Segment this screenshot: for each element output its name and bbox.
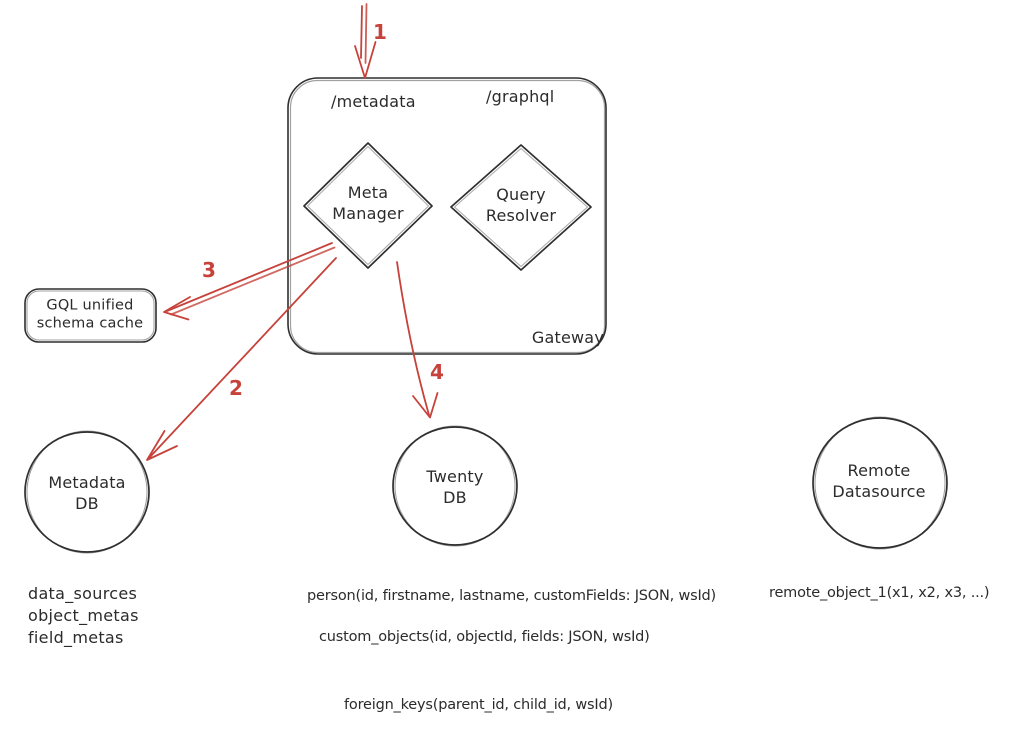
gateway-title: Gateway [531,328,604,347]
remote-datasource-label [832,460,925,502]
flow-arrow-3-line-sketch [171,248,335,315]
metadata-table-item: data_sources [28,584,138,603]
flow-arrow-4-head [413,393,438,418]
custom-objects-schema-text: custom_objects(id, objectId, fields: JSON, wsId) [319,629,650,645]
twenty-db-label-line1: Twenty [426,467,484,486]
metadata-table-item: field_metas [28,628,124,647]
metadata-tables-list [28,583,139,649]
remote-datasource-label-line1: Remote [847,461,911,480]
flow-arrow-2-line [149,258,336,458]
remote-datasource-label-line2: Datasource [832,482,926,501]
query-resolver-label-line1: Query [496,185,546,204]
query-resolver-label [486,184,556,226]
flow-arrow-1-line [361,6,362,58]
remote-object-schema-text: remote_object_1(x1, x2, x3, ...) [769,585,990,601]
foreign-keys-schema-text: foreign_keys(parent_id, child_id, wsId) [344,697,613,713]
person-schema-text: person(id, firstname, lastname, customFields: JSON, wsId) [307,588,717,604]
schema-cache-label [37,298,144,333]
metadata-db-label-line1: Metadata [48,473,126,492]
schema-cache-label-line1: GQL unified [46,297,134,314]
metadata-db-label [48,472,125,514]
flow-step-2-label: 2 [229,376,243,400]
query-resolver-label-line2: Resolver [485,206,557,225]
flow-step-1-label: 1 [373,20,387,44]
meta-manager-label-line1: Meta [347,183,389,202]
flow-arrow-1-line-sketch [366,4,367,63]
meta-manager-label [332,182,404,224]
flow-step-4-label: 4 [430,360,444,384]
flow-arrow-3-line [167,243,332,311]
metadata-table-item: object_metas [28,606,139,625]
metadata-db-label-line2: DB [75,494,99,513]
flow-step-3-label: 3 [202,258,216,282]
route-graphql-label: /graphql [486,87,555,106]
twenty-db-label-line2: DB [443,488,467,507]
route-metadata-label: /metadata [331,92,416,111]
flow-arrow-4-line [397,262,429,415]
meta-manager-label-line2: Manager [332,204,404,223]
twenty-db-label [426,466,483,508]
schema-cache-label-line2: schema cache [36,315,144,331]
